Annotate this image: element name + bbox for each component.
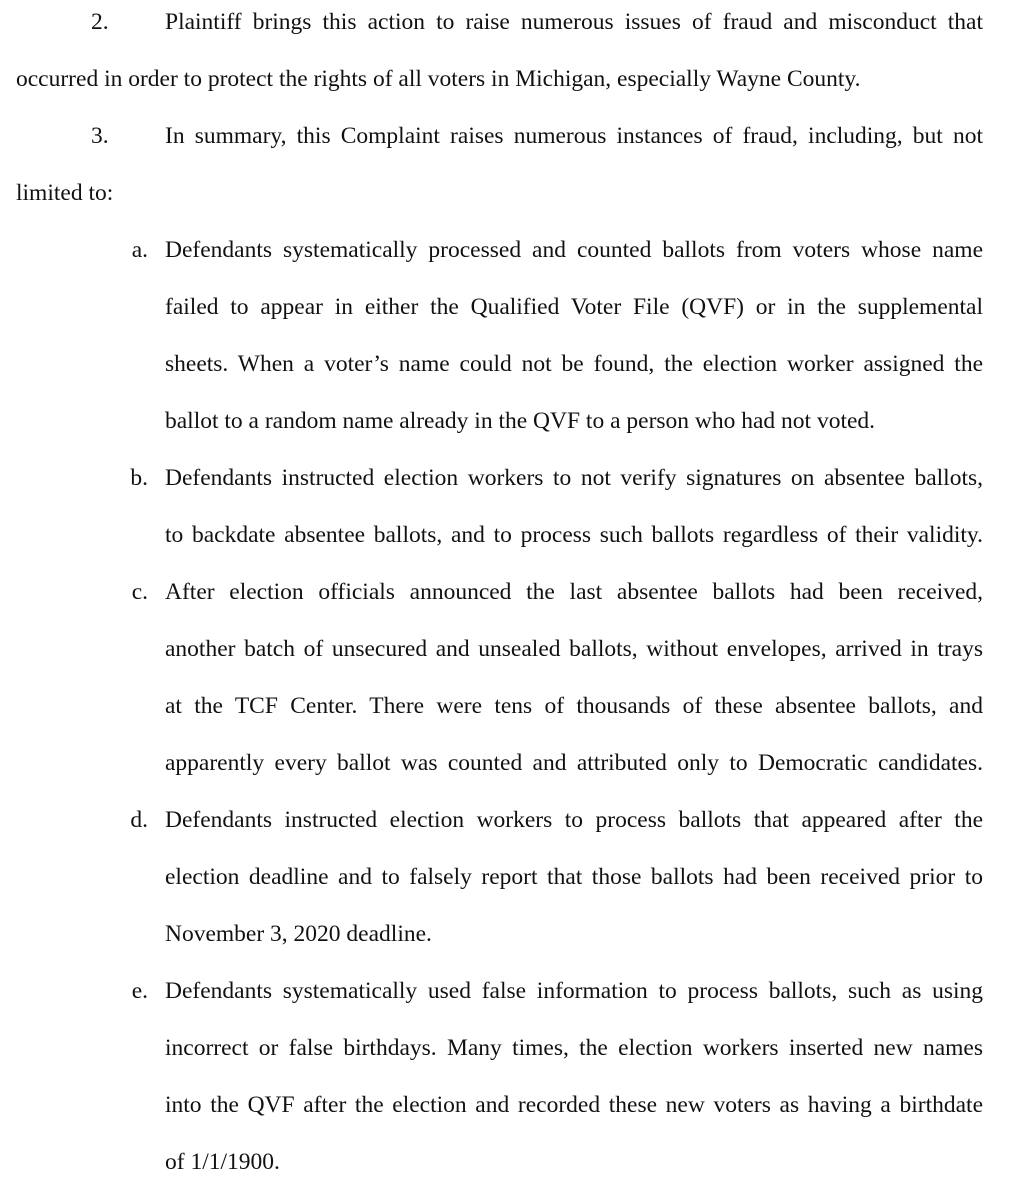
list-item-letter: b. — [130, 465, 148, 491]
list-item-line: ballot to a random name already in the QVF to a person who had not voted. — [165, 408, 876, 434]
paragraph-line: occurred in order to protect the rights of all voters in Michigan, especially Wayne County. — [16, 66, 861, 92]
list-item-line: of 1/1/1900. — [165, 1149, 280, 1175]
list-item-line: into the QVF after the election and recorded these new voters as having a birthdate — [165, 1092, 983, 1118]
list-item-line: Defendants instructed election workers to process ballots that appeared after the — [165, 807, 983, 833]
list-item-line: election deadline and to falsely report that those ballots had been received prior to — [165, 864, 983, 890]
list-item-letter: c. — [131, 579, 148, 605]
list-item-line: After election officials announced the last absentee ballots had been received, — [165, 579, 983, 605]
list-item-line: Defendants instructed election workers to not verify signatures on absentee ballots, — [165, 465, 983, 491]
list-item-letter: e. — [131, 978, 148, 1004]
list-item-letter: a. — [131, 237, 148, 263]
list-item-line: at the TCF Center. There were tens of thousands of these absentee ballots, and — [165, 693, 983, 719]
list-item-line: another batch of unsecured and unsealed ballots, without envelopes, arrived in trays — [165, 636, 983, 662]
paragraph-line: In summary, this Complaint raises numerous instances of fraud, including, but not — [165, 123, 983, 149]
paragraph-line: Plaintiff brings this action to raise numerous issues of fraud and misconduct that — [165, 9, 983, 35]
list-item-line: to backdate absentee ballots, and to process such ballots regardless of their validity. — [165, 522, 983, 548]
paragraph-line: limited to: — [16, 180, 114, 206]
list-item-line: November 3, 2020 deadline. — [165, 921, 432, 947]
list-item-line: failed to appear in either the Qualified Voter File (QVF) or in the supplemental — [165, 294, 983, 320]
paragraph-number: 3. — [91, 123, 109, 149]
paragraph-number: 2. — [91, 9, 109, 35]
list-item-line: apparently every ballot was counted and attributed only to Democratic candidates. — [165, 750, 983, 776]
list-item-line: Defendants systematically used false information to process ballots, such as using — [165, 978, 983, 1004]
list-item-line: incorrect or false birthdays. Many times, the election workers inserted new names — [165, 1035, 983, 1061]
list-item-letter: d. — [130, 807, 148, 833]
list-item-line: Defendants systematically processed and counted ballots from voters whose name — [165, 237, 983, 263]
list-item-line: sheets. When a voter’s name could not be found, the election worker assigned the — [165, 351, 983, 377]
